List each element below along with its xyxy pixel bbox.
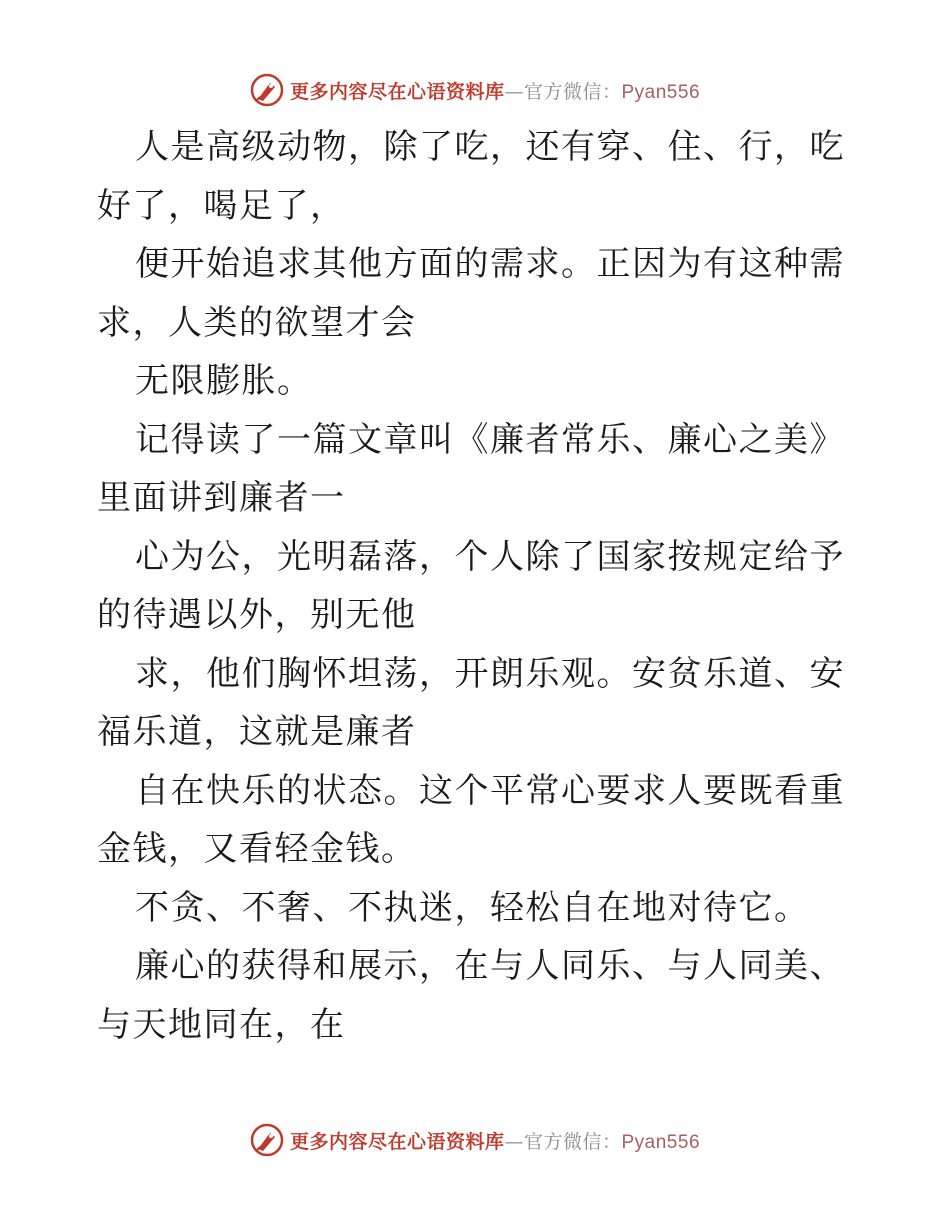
paragraph: 不贪、不奢、不执迷，轻松自在地对待它。 (135, 887, 810, 928)
paragraph: 无限膨胀。 (135, 361, 313, 401)
watermark-text (290, 1127, 700, 1154)
pen-nib-logo-icon (250, 73, 284, 107)
footer-watermark (0, 1120, 950, 1160)
header-watermark (0, 70, 950, 110)
paragraph: 求，他们胸怀坦荡，开朗乐观。安贫乐道、安福乐道，这就是廉者 (97, 653, 845, 752)
watermark-separator: — (504, 1130, 524, 1153)
watermark-brand: 更多内容尽在心语资料库 (289, 1130, 505, 1153)
watermark-brand: 更多内容尽在心语资料库 (289, 80, 505, 103)
paragraph: 心为公，光明磊落，个人除了国家按规定给予的待遇以外，别无他 (97, 536, 845, 635)
paragraph: 自在快乐的状态。这个平常心要求人要既看重金钱，又看轻金钱。 (97, 770, 845, 869)
paragraph: 廉心的获得和展示，在与人同乐、与人同美、与天地同在，在 (97, 946, 845, 1045)
watermark-text (290, 77, 700, 104)
watermark-wechat-id: Pyan556 (621, 1131, 701, 1153)
watermark-separator: — (504, 80, 524, 103)
pen-nib-logo-icon (250, 1123, 284, 1157)
watermark-wechat-label: 官方微信： (523, 1130, 622, 1153)
watermark-wechat-label: 官方微信： (523, 80, 622, 103)
document-body (97, 118, 857, 1054)
watermark-wechat-id: Pyan556 (621, 81, 701, 103)
paragraph: 人是高级动物，除了吃，还有穿、住、行，吃好了，喝足了， (97, 127, 845, 226)
paragraph: 记得读了一篇文章叫《廉者常乐、廉心之美》里面讲到廉者一 (97, 419, 845, 518)
paragraph: 便开始追求其他方面的需求。正因为有这种需求，人类的欲望才会 (97, 244, 845, 343)
